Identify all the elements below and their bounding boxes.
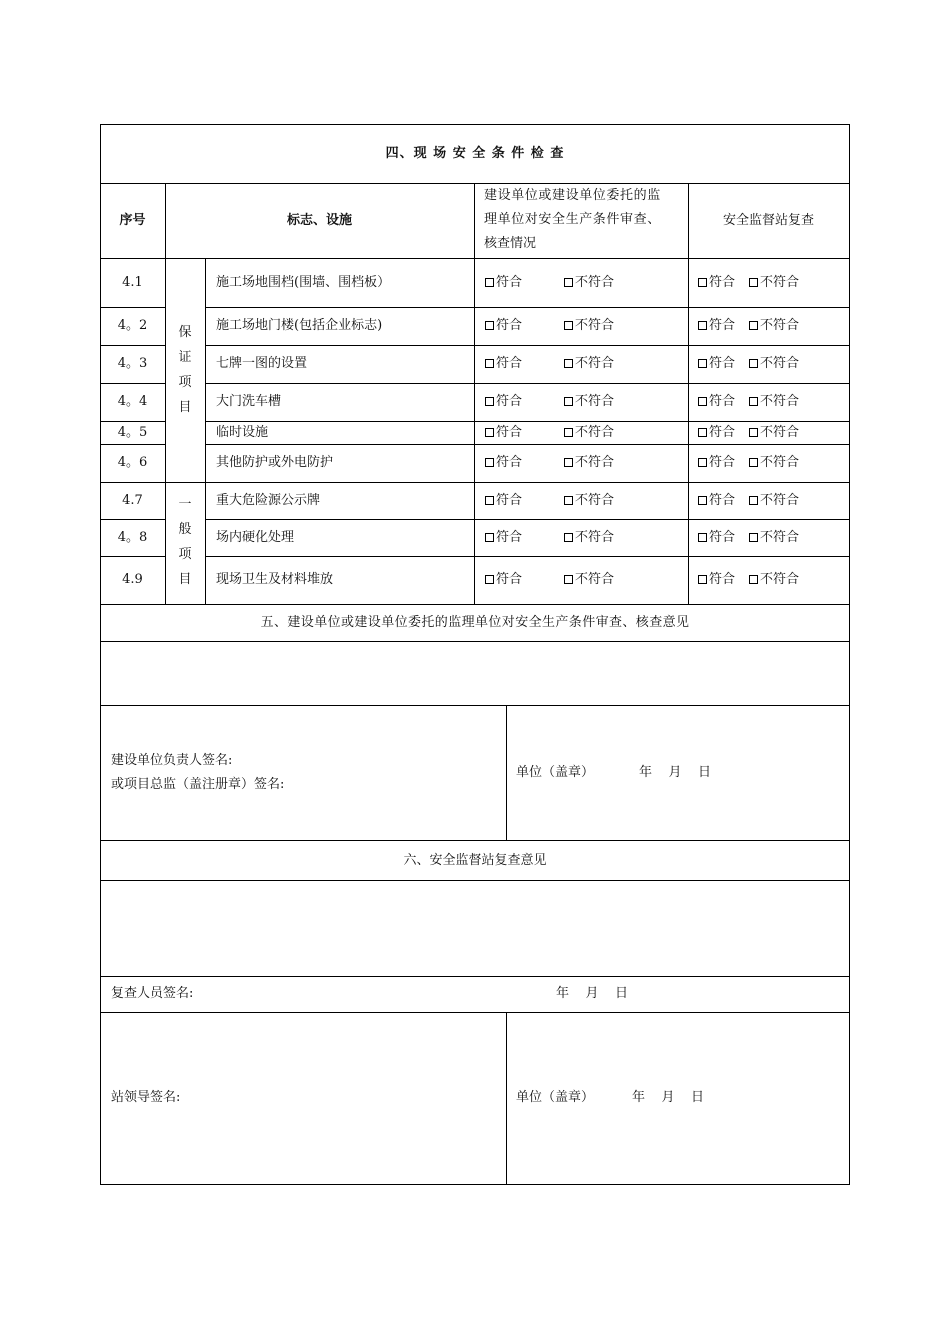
header-review-line2: 理单位对安全生产条件审查、 (484, 212, 661, 227)
row-item: 施工场地门楼(包括企业标志) (216, 318, 383, 333)
review-option-comply[interactable] (485, 425, 522, 441)
review-option-noncomply[interactable] (564, 275, 614, 291)
checkbox-icon[interactable] (749, 496, 758, 505)
section5-title: 五、建设单位或建设单位委托的监理单位对安全生产条件审查、核查意见 (260, 615, 690, 630)
row-no: 4。4 (117, 394, 148, 409)
row-no: 4。2 (117, 318, 148, 333)
recheck-option-noncomply[interactable] (749, 572, 799, 588)
checkbox-icon[interactable] (749, 428, 758, 437)
review-option-noncomply[interactable] (564, 356, 614, 372)
review-option-comply[interactable] (485, 455, 522, 471)
checkbox-label: 不符合 (760, 318, 800, 333)
checkbox-label: 符合 (496, 530, 523, 545)
recheck-option-noncomply[interactable] (749, 356, 799, 372)
section6-seal: 单位（盖章） (516, 1090, 595, 1105)
checkbox-icon[interactable] (485, 575, 494, 584)
recheck-option-noncomply[interactable] (749, 493, 799, 509)
checkbox-label: 不符合 (575, 356, 615, 371)
review-option-noncomply[interactable] (564, 394, 614, 410)
review-option-noncomply[interactable] (564, 318, 614, 334)
checkbox-icon[interactable] (698, 321, 707, 330)
review-option-comply[interactable] (485, 318, 522, 334)
checkbox-label: 不符合 (760, 394, 800, 409)
recheck-option-noncomply[interactable] (749, 318, 799, 334)
checkbox-icon[interactable] (698, 397, 707, 406)
row-no: 4。6 (117, 455, 148, 470)
row-item: 重大危险源公示牌 (216, 493, 321, 508)
checkbox-icon[interactable] (485, 397, 494, 406)
section5-date: 年 月 日 (639, 765, 712, 780)
row-item: 大门洗车槽 (216, 394, 282, 409)
header-recheck: 安全监督站复查 (722, 213, 814, 228)
recheck-option-comply[interactable] (698, 318, 735, 334)
review-option-comply[interactable] (485, 356, 522, 372)
recheck-option-noncomply[interactable] (749, 275, 799, 291)
recheck-option-comply[interactable] (698, 493, 735, 509)
checkbox-label: 符合 (496, 572, 523, 587)
row-no: 4。5 (117, 425, 148, 440)
checkbox-label: 不符合 (575, 425, 615, 440)
row-no: 4.1 (122, 275, 143, 290)
recheck-option-comply[interactable] (698, 425, 735, 441)
section6-date: 年 月 日 (632, 1090, 705, 1105)
recheck-option-comply[interactable] (698, 455, 735, 471)
checkbox-icon[interactable] (485, 278, 494, 287)
checkbox-label: 不符合 (760, 530, 800, 545)
checkbox-label: 不符合 (575, 455, 615, 470)
section5-seal: 单位（盖章） (516, 765, 595, 780)
checkbox-label: 不符合 (575, 318, 615, 333)
checkbox-icon[interactable] (698, 359, 707, 368)
checkbox-icon[interactable] (485, 533, 494, 542)
recheck-option-comply[interactable] (698, 356, 735, 372)
recheck-option-noncomply[interactable] (749, 394, 799, 410)
row-item: 施工场地围档(围墙、围档板） (216, 275, 391, 290)
checkbox-icon[interactable] (698, 458, 707, 467)
section5-sign-line1: 建设单位负责人签名: (111, 753, 233, 768)
section5-sign-line2: 或项目总监（盖注册章）签名: (111, 777, 285, 792)
checkbox-icon[interactable] (698, 428, 707, 437)
group-char: 项 (178, 375, 192, 390)
recheck-option-noncomply[interactable] (749, 530, 799, 546)
checkbox-icon[interactable] (749, 533, 758, 542)
checkbox-label: 不符合 (575, 493, 615, 508)
row-no: 4。8 (117, 530, 148, 545)
checkbox-label: 符合 (496, 356, 523, 371)
checkbox-icon[interactable] (698, 496, 707, 505)
checkbox-icon[interactable] (749, 278, 758, 287)
row-item: 现场卫生及材料堆放 (216, 572, 334, 587)
checkbox-label: 不符合 (760, 356, 800, 371)
reviewer-sign: 复查人员签名: (111, 986, 194, 1001)
checkbox-icon[interactable] (564, 533, 573, 542)
group-char: 保 (178, 325, 192, 340)
reviewer-date: 年 月 日 (556, 986, 629, 1001)
recheck-option-noncomply[interactable] (749, 425, 799, 441)
checkbox-label: 符合 (709, 318, 736, 333)
review-option-noncomply[interactable] (564, 530, 614, 546)
header-review-line3: 核查情况 (484, 236, 537, 251)
checkbox-label: 符合 (496, 394, 523, 409)
checkbox-icon[interactable] (564, 496, 573, 505)
group-char: 证 (178, 350, 192, 365)
header-item: 标志、设施 (286, 213, 352, 228)
review-option-noncomply[interactable] (564, 455, 614, 471)
group-char: 项 (178, 547, 192, 562)
checkbox-label: 符合 (709, 493, 736, 508)
checkbox-label: 符合 (496, 275, 523, 290)
checkbox-icon[interactable] (485, 321, 494, 330)
checkbox-label: 不符合 (760, 275, 800, 290)
checkbox-label: 不符合 (575, 572, 615, 587)
checkbox-icon[interactable] (749, 575, 758, 584)
checkbox-label: 符合 (496, 425, 523, 440)
checkbox-label: 不符合 (760, 455, 800, 470)
group-char: 目 (178, 400, 192, 415)
recheck-option-comply[interactable] (698, 394, 735, 410)
recheck-option-comply[interactable] (698, 530, 735, 546)
checkbox-label: 符合 (496, 455, 523, 470)
section6-title: 六、安全监督站复查意见 (403, 853, 547, 868)
checkbox-icon[interactable] (564, 458, 573, 467)
section5-opinion-area[interactable] (101, 642, 849, 705)
checkbox-label: 不符合 (760, 425, 800, 440)
checkbox-icon[interactable] (749, 458, 758, 467)
checkbox-icon[interactable] (749, 397, 758, 406)
recheck-option-comply[interactable] (698, 275, 735, 291)
checkbox-label: 符合 (709, 530, 736, 545)
row-item: 其他防护或外电防护 (216, 455, 334, 470)
review-option-comply[interactable] (485, 394, 522, 410)
group-char: 目 (178, 572, 192, 587)
recheck-option-comply[interactable] (698, 572, 735, 588)
checkbox-icon[interactable] (564, 278, 573, 287)
section4-title: 四、现 场 安 全 条 件 检 查 (385, 146, 565, 161)
row-item: 临时设施 (216, 425, 269, 440)
row-item: 七牌一图的设置 (216, 356, 308, 371)
row-no: 4。3 (117, 356, 148, 371)
checkbox-label: 符合 (709, 394, 736, 409)
checkbox-label: 符合 (709, 425, 736, 440)
checkbox-label: 不符合 (575, 530, 615, 545)
header-review-line1: 建设单位或建设单位委托的监 (484, 188, 661, 203)
checkbox-label: 符合 (709, 455, 736, 470)
checkbox-label: 符合 (709, 356, 736, 371)
group-char: 般 (178, 522, 192, 537)
review-option-noncomply[interactable] (564, 572, 614, 588)
checkbox-label: 不符合 (760, 572, 800, 587)
checkbox-label: 符合 (709, 275, 736, 290)
review-option-comply[interactable] (485, 530, 522, 546)
checkbox-icon[interactable] (698, 575, 707, 584)
checkbox-icon[interactable] (698, 533, 707, 542)
row-no: 4.9 (122, 572, 143, 587)
checkbox-label: 不符合 (760, 493, 800, 508)
group-char: 一 (178, 497, 192, 512)
row-no: 4.7 (122, 493, 143, 508)
leader-sign: 站领导签名: (111, 1090, 181, 1105)
checkbox-label: 不符合 (575, 275, 615, 290)
checkbox-icon[interactable] (485, 496, 494, 505)
checkbox-icon[interactable] (749, 321, 758, 330)
review-option-comply[interactable] (485, 572, 522, 588)
review-option-comply[interactable] (485, 493, 522, 509)
checkbox-icon[interactable] (485, 458, 494, 467)
checkbox-label: 符合 (709, 572, 736, 587)
recheck-option-noncomply[interactable] (749, 455, 799, 471)
checkbox-label: 符合 (496, 318, 523, 333)
review-option-noncomply[interactable] (564, 493, 614, 509)
checkbox-icon[interactable] (564, 359, 573, 368)
checkbox-icon[interactable] (564, 575, 573, 584)
checkbox-label: 不符合 (575, 394, 615, 409)
checkbox-icon[interactable] (564, 321, 573, 330)
row-item: 场内硬化处理 (216, 530, 295, 545)
review-option-noncomply[interactable] (564, 425, 614, 441)
review-option-comply[interactable] (485, 275, 522, 291)
checkbox-icon[interactable] (564, 397, 573, 406)
checkbox-label: 符合 (496, 493, 523, 508)
checkbox-icon[interactable] (485, 359, 494, 368)
checkbox-icon[interactable] (698, 278, 707, 287)
checkbox-icon[interactable] (564, 428, 573, 437)
checkbox-icon[interactable] (485, 428, 494, 437)
section6-opinion-area[interactable] (101, 881, 849, 976)
checkbox-icon[interactable] (749, 359, 758, 368)
header-no: 序号 (119, 213, 146, 228)
